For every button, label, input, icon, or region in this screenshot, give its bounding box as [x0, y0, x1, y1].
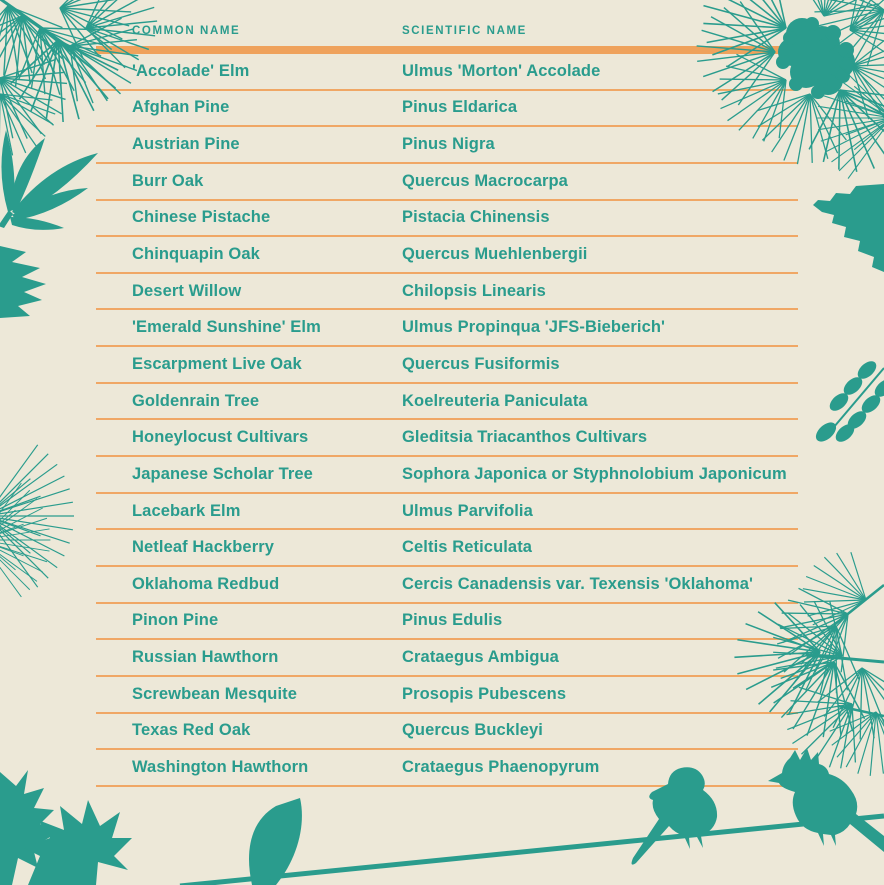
table-body [96, 54, 798, 787]
common-name-cell: Afghan Pine [132, 98, 230, 117]
table-row [96, 750, 798, 787]
common-name-cell: Goldenrain Tree [132, 391, 260, 410]
header-rule [96, 46, 798, 54]
common-name-cell: 'Emerald Sunshine' Elm [132, 318, 321, 337]
scientific-name-cell: Koelreuteria Paniculata [402, 391, 588, 410]
tree-table [96, 24, 798, 787]
table-row [96, 164, 798, 201]
leaf-bottom-center-icon [249, 798, 302, 885]
scientific-name-cell: Pinus Nigra [402, 135, 495, 154]
table-row [96, 714, 798, 751]
common-name-cell: Desert Willow [132, 281, 242, 300]
common-name-cell: Russian Hawthorn [132, 648, 279, 667]
scientific-name-cell: Chilopsis Linearis [402, 281, 546, 300]
table-row [96, 127, 798, 164]
common-name-cell: Oklahoma Redbud [132, 574, 280, 593]
common-name-cell: Texas Red Oak [132, 721, 251, 740]
scientific-name-cell: Cercis Canadensis var. Texensis 'Oklahoma' [402, 574, 754, 593]
jagged-leaf-left-icon [0, 246, 46, 318]
common-name-cell: Washington Hawthorn [132, 757, 309, 776]
scientific-name-cell: Ulmus Parvifolia [402, 501, 533, 520]
scientific-name-cell: Prosopis Pubescens [402, 684, 567, 703]
scientific-name-cell: Quercus Macrocarpa [402, 171, 568, 190]
scientific-name-cell: Pistacia Chinensis [402, 208, 550, 227]
table-row [96, 347, 798, 384]
column-header-scientific-name: SCIENTIFIC NAME [402, 25, 527, 37]
scientific-name-cell: Sophora Japonica or Styphnolobium Japonicum [402, 464, 787, 483]
column-header-common-name: COMMON NAME [132, 25, 241, 37]
table-row [96, 457, 798, 494]
table-row [96, 91, 798, 128]
large-leaf-left-icon [0, 130, 98, 230]
table-row [96, 567, 798, 604]
scientific-name-cell: Gleditsia Triacanthos Cultivars [402, 428, 648, 447]
table-row [96, 494, 798, 531]
scientific-name-cell: Quercus Buckleyi [402, 721, 543, 740]
scientific-name-cell: Ulmus 'Morton' Accolade [402, 61, 601, 80]
scientific-name-cell: Ulmus Propinqua 'JFS-Bieberich' [402, 318, 666, 337]
common-name-cell: Chinquapin Oak [132, 245, 260, 264]
table-row [96, 274, 798, 311]
table-row [96, 201, 798, 238]
pinnate-leaf-right-icon [812, 358, 884, 445]
common-name-cell: Burr Oak [132, 171, 204, 190]
common-name-cell: 'Accolade' Elm [132, 61, 250, 80]
wire [180, 816, 884, 885]
table-row [96, 530, 798, 567]
scientific-name-cell: Pinus Edulis [402, 611, 503, 630]
common-name-cell: Japanese Scholar Tree [132, 464, 313, 483]
common-name-cell: Netleaf Hackberry [132, 538, 275, 557]
table-row [96, 384, 798, 421]
scientific-name-cell: Crataegus Ambigua [402, 648, 559, 667]
common-name-cell: Austrian Pine [132, 135, 240, 154]
scientific-name-cell: Pinus Eldarica [402, 98, 518, 117]
table-row [96, 420, 798, 457]
table-row [96, 237, 798, 274]
common-name-cell: Lacebark Elm [132, 501, 241, 520]
scientific-name-cell: Quercus Fusiformis [402, 354, 560, 373]
common-name-cell: Screwbean Mesquite [132, 684, 298, 703]
scientific-name-cell: Quercus Muehlenbergii [402, 245, 588, 264]
common-name-cell: Chinese Pistache [132, 208, 271, 227]
scientific-name-cell: Crataegus Phaenopyrum [402, 757, 600, 776]
table-row [96, 640, 798, 677]
oak-leaves-bottom-left-icon [0, 770, 132, 885]
scientific-name-cell: Celtis Reticulata [402, 538, 533, 557]
table-row [96, 604, 798, 641]
pine-needle-burst-left-icon [0, 445, 74, 597]
table-row [96, 677, 798, 714]
common-name-cell: Escarpment Live Oak [132, 354, 302, 373]
table-header [96, 24, 798, 38]
table-row [96, 310, 798, 347]
table-row [96, 54, 798, 91]
serrated-leaf-right-icon [813, 184, 884, 272]
common-name-cell: Pinon Pine [132, 611, 219, 630]
common-name-cell: Honeylocust Cultivars [132, 428, 309, 447]
